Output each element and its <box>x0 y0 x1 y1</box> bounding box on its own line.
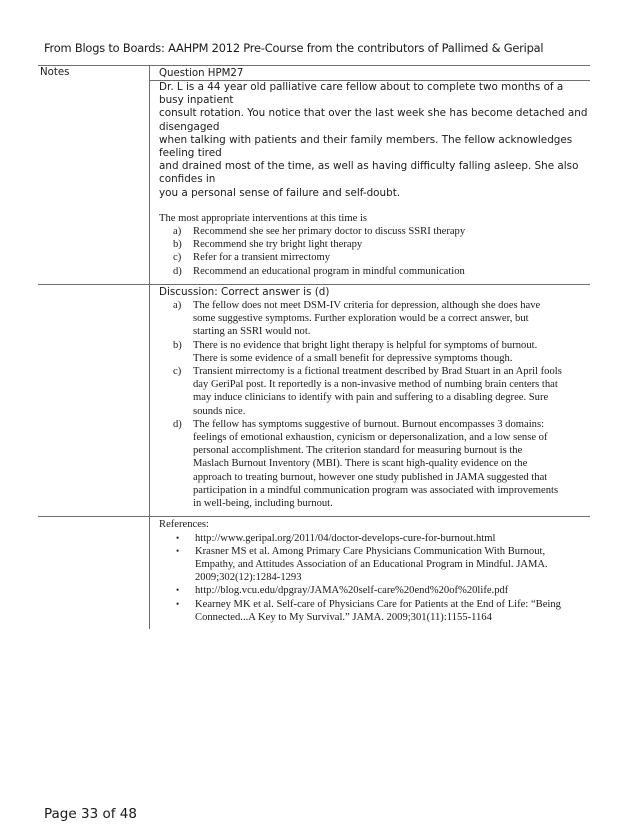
answer-options <box>159 225 584 278</box>
discussion-item: c) Transient mirrectomy is a fictional treatment described by Brad Stuart in an April fools day GeriPal post. It reportedly is a non-invasive method of numbing brain centers that may induce clinicians to identify with pain and suffering to a disabling degree. Sure sounds nice. <box>173 366 562 417</box>
question-cell <box>149 66 590 284</box>
references-row <box>38 516 590 629</box>
vignette-line: when talking with patients and their family members. The fellow acknowledges feeling tired <box>159 133 573 160</box>
reference-item <box>159 584 584 597</box>
page-header: From Blogs to Boards: AAHPM 2012 Pre-Course from the contributors of Pallimed & Geripal <box>44 41 544 55</box>
bullet-icon: • <box>176 585 180 596</box>
discussion-row <box>38 284 590 516</box>
reference-item: • Kearney MK et al. Self-care of Physicians Care for Patients at the End of Life: “Being Connected...A Key to My Survival.” JAMA. 2009;301(11):1155-1164 <box>176 598 561 623</box>
answer-option: b) Recommend she try bright light therapy <box>173 239 363 251</box>
bullet-icon: • <box>176 532 180 543</box>
discussion-item: d) The fellow has symptoms suggestive of burnout. Burnout encompasses 3 domains: feelings of emotional exhaustion, cynicism or depersonalization, and a low sense of personal accomplishment. The criterion standard for measuring burnout is the Maslach Burnout Inventory (MBI). There is scant high-quality evidence on the approach to treating burnout, however one study published in JAMA suggested that participation in a mindful communication program was associated with improvements in well-being, including burnout. <box>173 418 559 510</box>
discussion-heading: Discussion: Correct answer is (d) <box>159 285 330 298</box>
bullet-icon: • <box>176 545 180 556</box>
reference-link[interactable]: http://blog.vcu.edu/dpgray/JAMA%20self-care%20end%20of%20life.pdf <box>195 585 509 597</box>
question-vignette <box>150 80 590 200</box>
bullet-icon: • <box>176 598 180 609</box>
notes-label: Notes <box>40 67 70 78</box>
question-row <box>38 65 590 284</box>
references-heading: References: <box>159 519 209 531</box>
reference-item <box>159 532 584 545</box>
vignette-line: Dr. L is a 44 year old palliative care fellow about to complete two months of a busy inpatient <box>159 81 564 107</box>
references-list <box>159 532 584 624</box>
question-prompt: The most appropriate interventions at this time is <box>159 212 368 224</box>
references-cell <box>149 517 590 629</box>
notes-table <box>38 65 590 629</box>
discussion-item: b) There is no evidence that bright light therapy is helpful for symptoms of burnout. There is some evidence of a small benefit for depressive symptoms though. <box>173 339 538 364</box>
reference-link[interactable]: http://www.geripal.org/2011/04/doctor-develops-cure-for-burnout.html <box>195 532 496 544</box>
answer-option: a) Recommend she see her primary doctor to discuss SSRI therapy <box>173 226 466 238</box>
page-number: Page 33 of 48 <box>44 806 137 822</box>
answer-option: c) Refer for a transient mirrectomy <box>173 252 331 264</box>
discussion-item: a) The fellow does not meet DSM-IV criteria for depression, although she does have some suggestive symptoms. Further exploration would be a correct answer, but starting an SSRI would not. <box>173 300 541 338</box>
vignette-line: you a personal sense of failure and self-doubt. <box>159 186 401 199</box>
vignette-line: consult rotation. You notice that over the last week she has become detached and disengaged <box>159 107 588 133</box>
question-label: Question HPM27 <box>159 68 244 79</box>
discussion-cell <box>149 285 590 516</box>
vignette-line: and drained most of the time, as well as having difficulty falling asleep. She also confides in <box>159 160 579 186</box>
answer-option: d) Recommend an educational program in mindful communication <box>173 265 465 277</box>
discussion-list <box>159 299 584 510</box>
reference-item: • Krasner MS et al. Among Primary Care Physicians Communication With Burnout, Empathy, and Attitudes Association of an Educational Program in Mindful. JAMA. 2009;302(12):1284-1293 <box>176 545 548 584</box>
